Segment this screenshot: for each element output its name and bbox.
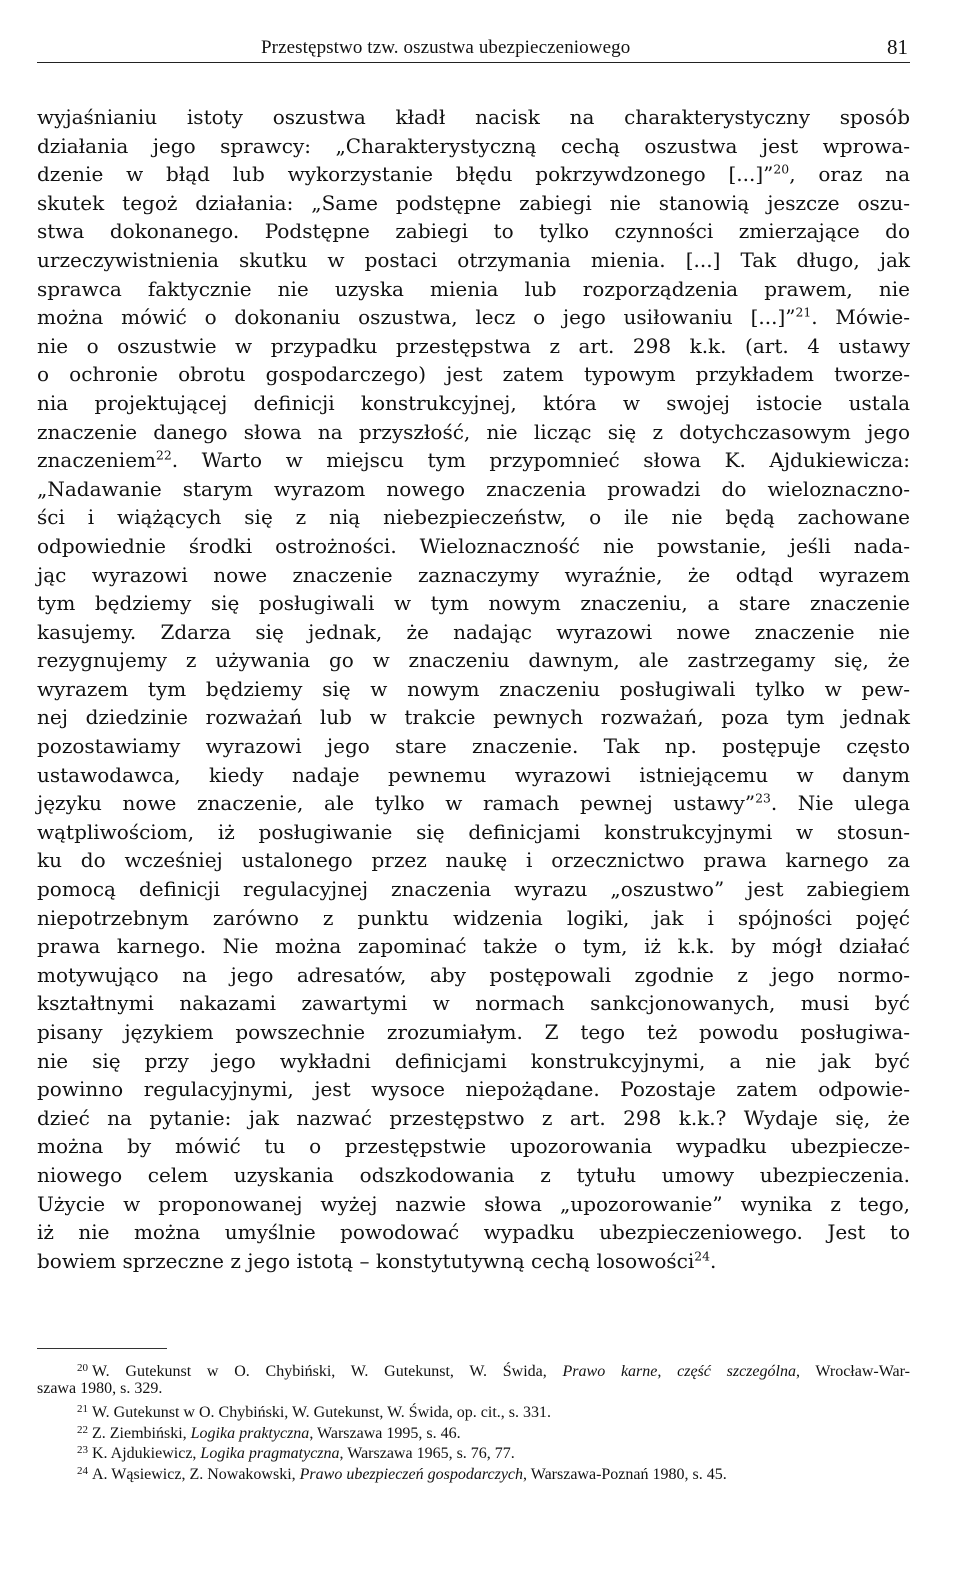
text-line: odpowiednie środki ostrożności. Wieloznaczność nie powstanie, jeśli nada-: [37, 533, 910, 558]
text-line: niepotrzebnym zarówno z punktu widzenia logiki, jak i spójności pojęć: [37, 905, 910, 930]
footnote-ref-23[interactable]: 23: [755, 790, 771, 806]
text-line: można by mówić tu o przestępstwie upozorowania wypadku ubezpiecze-: [37, 1134, 910, 1159]
text-line: działania jego sprawcy: „Charakterystyczną cechą oszustwa jest wprowa-: [37, 133, 910, 158]
running-header: [37, 34, 910, 63]
text-line: kształtnymi nakazami zawartymi w normach sankcjonowanych, musi być: [37, 991, 910, 1016]
cited-title: Prawo ubezpieczeń gospodarczych: [299, 1465, 524, 1483]
footnote-ref-21[interactable]: 21: [795, 304, 812, 320]
text-line: sprawca faktycznie nie uzyska mienia lub rozporządzenia prawem, nie: [37, 276, 910, 301]
footnote-20-continued: szawa 1980, s. 329.: [37, 1379, 163, 1397]
text-line: tym będziemy się posługiwali w tym nowym znaczeniu, a stare znaczenie: [37, 591, 910, 616]
text-line: ści i wiążących się z nią niebezpieczeństw, o ile nie będą zachowane: [37, 505, 910, 530]
text-line: kasujemy. Zdarza się jednak, że nadając wyrazowi nowe znaczenie nie: [37, 619, 910, 644]
text-line: znaczeniem$^{22}$. Warto w miejscu tym przypomnieć słowa K. Ajdukiewicza:: [37, 447, 910, 473]
text-line: języku nowe znaczenie, ale tylko w ramach pewnej ustawy”$^{23}$. Nie ulega: [37, 790, 910, 816]
text-line: nia projektującej definicji konstrukcyjnej, która w swojej istocie ustala: [37, 390, 910, 415]
text-line: ku do wcześniej ustalonego przez naukę i orzecznictwo prawa karnego za: [37, 848, 910, 873]
text-line: powinno regulacyjnymi, jest wysoce niepożądane. Pozostaje zatem odpowie-: [37, 1077, 910, 1102]
footnote-number: 20: [77, 1362, 88, 1374]
text-line: bowiem sprzeczne z jego istotą – konstytutywną cechą losowości$^{24}$.: [37, 1248, 717, 1273]
text-line: pomocą definicji regulacyjnej znaczenia wyrazu „oszustwo” jest zabiegiem: [37, 877, 910, 902]
page-number: 81: [887, 35, 908, 59]
text-line: prawa karnego. Nie można zapominać także o tym, iż k.k. by mógł działać: [37, 934, 910, 959]
text-line: nie się przy jego wykładni definicjami konstrukcyjnymi, a nie jak być: [37, 1048, 910, 1073]
text-line: o ochronie obrotu gospodarczego) jest zatem typowym przykładem tworze-: [37, 362, 910, 387]
text-line: wątpliwościom, iż posługiwanie się definicjami konstrukcyjnymi w stosun-: [37, 819, 910, 844]
footnote-24: $^{24}$ A. Wąsiewicz, Z. Nowakowski, Prawo ubezpieczeń gospodarczych, Warszawa-Poznań 1980, s. 45.: [77, 1464, 727, 1483]
footnote-22: $^{22}$ Z. Ziembiński, Logika praktyczna, Warszawa 1995, s. 46.: [77, 1423, 461, 1442]
footnote-number: 21: [77, 1403, 88, 1415]
footnote-number: 24: [77, 1464, 88, 1477]
text-line: iż nie można umyślnie powodować wypadku ubezpieczeniowego. Jest to: [37, 1220, 910, 1245]
text-line: nej dziedzinie rozważań lub w trakcie pewnych rozważań, poza tym jednak: [37, 705, 910, 730]
body-text: [37, 103, 910, 1275]
text-line: można mówić o dokonaniu oszustwa, lecz o jego usiłowaniu [...]”$^{21}$. Mówie-: [37, 304, 911, 330]
text-line: „Nadawanie starym wyrazom nowego znaczenia prowadzi do wieloznaczno-: [37, 476, 910, 501]
text-line: urzeczywistnienia skutku w postaci otrzymania mienia. [...] Tak długo, jak: [37, 247, 910, 272]
footnotes: [37, 1358, 910, 1481]
footnote-20: $^{20}$ W. Gutekunst w O. Chybiński, W. Gutekunst, W. Świda, Prawo karne, część szczególna, Wrocław-War-: [77, 1362, 910, 1380]
cited-title: Logika pragmatyczna: [200, 1445, 340, 1462]
text-line: Użycie w proponowanej wyżej nazwie słowa „upozorowanie” wynika z tego,: [37, 1191, 910, 1216]
running-header-title: Przestępstwo tzw. oszustwa ubezpieczeniowego: [261, 37, 631, 58]
cited-title: Prawo karne, część szczególna: [562, 1363, 796, 1380]
text-line: skutek tegoż działania: „Same podstępne zabiegi nie stanowią jeszcze oszu-: [37, 190, 910, 215]
footnote-ref-24[interactable]: 24: [694, 1248, 710, 1264]
cited-title: Logika praktyczna: [190, 1424, 310, 1442]
text-line: jąc wyrazowi nowe znaczenie zaznaczymy wyraźnie, że odtąd wyrazem: [37, 562, 910, 587]
text-line: rezygnujemy z używania go w znaczeniu dawnym, ale zastrzegamy się, że: [37, 648, 910, 673]
text-line: pozostawiamy wyrazowi jego stare znaczenie. Tak np. postępuje często: [37, 734, 910, 759]
text-line: ustawodawca, kiedy nadaje pewnemu wyrazowi istniejącemu w danym: [37, 762, 910, 787]
footnote-separator: [37, 1348, 167, 1349]
text-line: wyrazem tym będziemy się w nowym znaczeniu posługiwali tylko w pew-: [37, 676, 910, 701]
text-line: dzenie w błąd lub wykorzystanie błędu pokrzywdzonego [...]”$^{20}$, oraz na: [37, 161, 910, 187]
footnote-21: $^{21}$ W. Gutekunst w O. Chybiński, W. Gutekunst, W. Świda, op. cit., s. 331.: [77, 1403, 551, 1421]
footnote-number: 23: [77, 1444, 88, 1456]
footnote-23: $^{23}$ K. Ajdukiewicz, Logika pragmatyczna, Warszawa 1965, s. 76, 77.: [77, 1444, 515, 1462]
text-line: znaczenie danego słowa na przyszłość, nie licząc się z dotychczasowym jego: [37, 419, 910, 444]
text-line: dzieć na pytanie: jak nazwać przestępstwo z art. 298 k.k.? Wydaje się, że: [37, 1105, 910, 1130]
text-line: motywująco na jego adresatów, aby postępowali zgodnie z jego normo-: [37, 962, 910, 987]
footnote-number: 22: [77, 1423, 88, 1436]
text-line: niowego celem uzyskania odszkodowania z tytułu umowy ubezpieczenia.: [37, 1162, 910, 1187]
text-line: pisany językiem powszechnie zrozumiałym. Z tego też powodu posługiwa-: [37, 1020, 910, 1044]
footnote-ref-20[interactable]: 20: [773, 161, 790, 177]
footnote-ref-22[interactable]: 22: [156, 447, 172, 463]
text-line: wyjaśnianiu istoty oszustwa kładł nacisk na charakterystyczny sposób: [37, 105, 910, 129]
text-line: stwa dokonanego. Podstępne zabiegi to tylko czynności zmierzające do: [37, 219, 910, 244]
text-line: nie o oszustwie w przypadku przestępstwa z art. 298 k.k. (art. 4 ustawy: [37, 333, 910, 358]
